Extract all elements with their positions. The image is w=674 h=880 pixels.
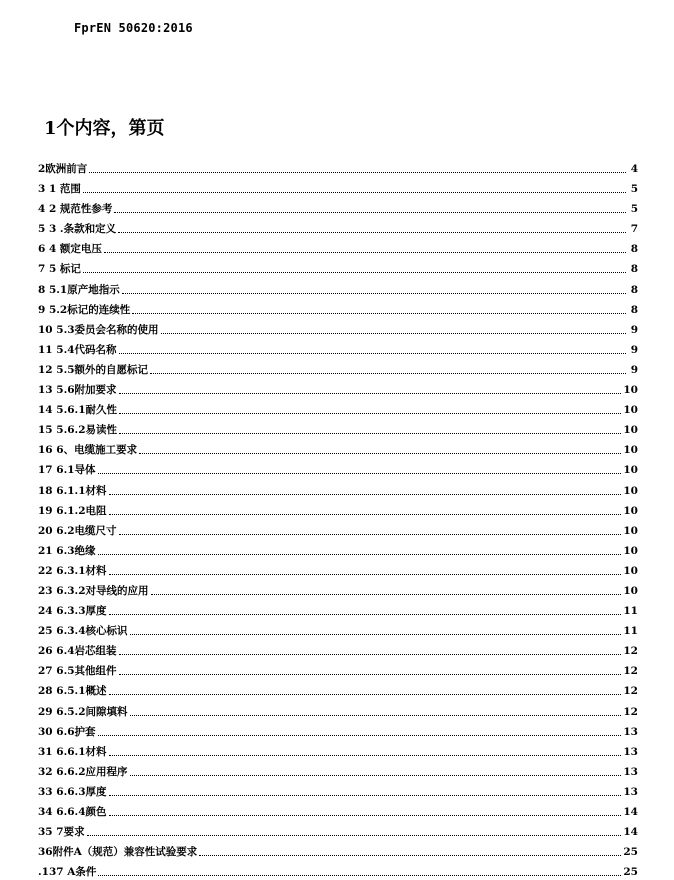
toc-dot-leader — [119, 353, 626, 354]
toc-entry[interactable] — [38, 840, 638, 859]
toc-entry[interactable] — [38, 418, 638, 437]
toc-dot-leader — [109, 574, 622, 575]
toc-entry-label: 36附件A（规范）兼容性试验要求 — [38, 846, 198, 859]
toc-entry[interactable] — [38, 278, 638, 297]
toc-entry-label: 33 6.6.3厚度 — [38, 785, 107, 798]
toc-entry[interactable] — [38, 479, 638, 498]
toc-entry[interactable] — [38, 720, 638, 739]
toc-entry-page-number: 14 — [623, 806, 638, 818]
toc-entry-page-number: 9 — [630, 343, 638, 356]
toc-entry-label: 29 6.5.2间隙填料 — [38, 705, 128, 718]
toc-entry-page-number: 7 — [630, 223, 638, 236]
toc-entry-page-number: 10 — [623, 424, 638, 437]
toc-entry[interactable] — [38, 458, 638, 477]
toc-dot-leader — [161, 333, 626, 334]
toc-entry-label: 15 5.6.2易读性 — [38, 424, 117, 437]
toc-entry-page-number: 5 — [630, 183, 638, 196]
toc-entry-page-number: 8 — [630, 243, 638, 256]
toc-entry-label: 21 6.3绝缘 — [38, 544, 96, 557]
toc-entry-label: 30 6.6护套 — [38, 725, 96, 738]
toc-dot-leader — [119, 393, 622, 394]
toc-entry-page-number: 8 — [630, 263, 638, 276]
toc-entry-label: 31 6.6.1材料 — [38, 745, 107, 758]
toc-entry[interactable] — [38, 800, 638, 819]
toc-entry-page-number: 5 — [630, 203, 638, 216]
toc-entry[interactable] — [38, 579, 638, 598]
toc-entry-page-number: 8 — [630, 283, 638, 296]
toc-entry[interactable] — [38, 619, 638, 638]
toc-title: 1个内容，第页 — [44, 118, 165, 139]
toc-entry-page-number: 10 — [623, 544, 638, 557]
toc-dot-leader — [98, 875, 621, 876]
toc-entry-page-number: 10 — [623, 464, 638, 477]
toc-dot-leader — [109, 815, 622, 816]
toc-entry-label: 10 5.3委员会名称的使用 — [38, 323, 159, 336]
toc-entry[interactable] — [38, 499, 638, 518]
toc-dot-leader — [130, 715, 622, 716]
toc-dot-leader — [139, 453, 621, 454]
toc-dot-leader — [98, 554, 622, 555]
toc-dot-leader — [109, 795, 622, 796]
toc-entry-label: 35 7要求 — [38, 826, 85, 839]
toc-entry-label: 32 6.6.2应用程序 — [38, 765, 128, 778]
toc-entry-label: 7 5 标记 — [38, 263, 81, 276]
toc-entry[interactable] — [38, 378, 638, 397]
document-id-header: FprEN 50620:2016 — [74, 21, 193, 35]
toc-entry-page-number: 8 — [630, 303, 638, 316]
toc-dot-leader — [109, 614, 622, 615]
toc-dot-leader — [119, 413, 621, 414]
toc-entry-label: 24 6.3.3厚度 — [38, 605, 107, 618]
toc-list — [38, 157, 638, 880]
toc-dot-leader — [109, 494, 622, 495]
toc-entry[interactable] — [38, 599, 638, 618]
toc-entry-label: .137 A条件 — [38, 866, 97, 879]
toc-entry-label: 23 6.3.2对导线的应用 — [38, 584, 149, 597]
toc-entry-page-number: 14 — [623, 826, 638, 839]
toc-dot-leader — [98, 473, 622, 474]
toc-entry-label: 28 6.5.1概述 — [38, 685, 107, 698]
toc-dot-leader — [109, 514, 622, 515]
toc-entry[interactable] — [38, 639, 638, 658]
toc-dot-leader — [109, 755, 622, 756]
toc-dot-leader — [109, 694, 622, 695]
toc-entry-page-number: 4 — [630, 163, 638, 175]
toc-entry[interactable] — [38, 237, 638, 256]
toc-entry[interactable] — [38, 659, 638, 678]
toc-entry-label: 5 3 .条款和定义 — [38, 223, 117, 236]
toc-entry-label: 34 6.6.4颜色 — [38, 806, 107, 818]
toc-entry-label: 2欧洲前言 — [38, 163, 88, 175]
toc-entry[interactable] — [38, 780, 638, 799]
toc-entry[interactable] — [38, 860, 638, 879]
toc-entry[interactable] — [38, 438, 638, 457]
toc-entry-label: 17 6.1导体 — [38, 464, 96, 477]
toc-dot-leader — [89, 172, 626, 173]
toc-dot-leader — [130, 634, 622, 635]
toc-entry-page-number: 12 — [623, 665, 638, 678]
toc-entry-label: 25 6.3.4核心标识 — [38, 625, 128, 638]
toc-dot-leader — [151, 594, 622, 595]
toc-entry[interactable] — [38, 679, 638, 698]
toc-entry-label: 12 5.5额外的自愿标记 — [38, 363, 149, 376]
toc-entry[interactable] — [38, 358, 638, 377]
toc-entry-page-number: 13 — [623, 785, 638, 798]
toc-entry-label: 22 6.3.1材料 — [38, 564, 107, 577]
toc-dot-leader — [119, 654, 622, 655]
toc-entry-page-number: 10 — [623, 524, 638, 537]
toc-entry-label: 26 6.4岩芯组装 — [38, 645, 117, 658]
toc-entry-page-number: 10 — [623, 584, 638, 597]
toc-entry[interactable] — [38, 257, 638, 276]
toc-dot-leader — [114, 212, 626, 213]
toc-entry-label: 3 1 范围 — [38, 183, 81, 196]
toc-entry-page-number: 12 — [623, 685, 638, 698]
toc-entry[interactable] — [38, 398, 638, 417]
toc-entry[interactable] — [38, 197, 638, 216]
toc-entry-page-number: 10 — [623, 444, 638, 457]
toc-entry[interactable] — [38, 820, 638, 839]
toc-entry[interactable] — [38, 177, 638, 196]
toc-dot-leader — [83, 272, 626, 273]
toc-dot-leader — [119, 433, 621, 434]
toc-entry-page-number: 13 — [623, 725, 638, 738]
toc-entry-page-number: 10 — [623, 564, 638, 577]
toc-entry-page-number: 10 — [623, 504, 638, 517]
toc-entry-label: 11 5.4代码名称 — [38, 343, 117, 356]
toc-entry-label: 13 5.6附加要求 — [38, 384, 117, 397]
toc-dot-leader — [122, 293, 626, 294]
toc-entry[interactable] — [38, 157, 638, 176]
toc-entry[interactable] — [38, 559, 638, 578]
toc-dot-leader — [119, 674, 622, 675]
toc-dot-leader — [98, 735, 622, 736]
toc-entry[interactable] — [38, 217, 638, 236]
toc-dot-leader — [132, 313, 626, 314]
toc-entry[interactable] — [38, 700, 638, 719]
toc-entry-page-number: 13 — [623, 745, 638, 758]
toc-dot-leader — [118, 232, 626, 233]
toc-entry[interactable] — [38, 760, 638, 779]
toc-entry-page-number: 10 — [623, 384, 638, 397]
toc-entry[interactable] — [38, 338, 638, 357]
toc-dot-leader — [150, 373, 626, 374]
toc-entry-label: 4 2 规范性参考 — [38, 203, 113, 216]
toc-dot-leader — [87, 835, 622, 836]
toc-entry-page-number: 9 — [630, 323, 638, 336]
toc-entry-label: 18 6.1.1材料 — [38, 484, 107, 497]
toc-entry-label: 20 6.2电缆尺寸 — [38, 524, 117, 537]
toc-entry-page-number: 25 — [623, 866, 638, 879]
toc-dot-leader — [130, 775, 622, 776]
toc-entry[interactable] — [38, 318, 638, 337]
toc-entry-label: 6 4 额定电压 — [38, 243, 102, 256]
toc-entry[interactable] — [38, 539, 638, 558]
toc-dot-leader — [119, 534, 622, 535]
toc-entry-page-number: 12 — [623, 705, 638, 718]
toc-dot-leader — [199, 855, 621, 856]
toc-entry[interactable] — [38, 740, 638, 759]
toc-entry-page-number: 10 — [623, 404, 638, 417]
toc-entry[interactable] — [38, 298, 638, 317]
toc-entry-label: 14 5.6.1耐久性 — [38, 404, 117, 417]
toc-entry-page-number: 11 — [623, 605, 638, 618]
toc-entry-page-number: 10 — [623, 484, 638, 497]
toc-entry-page-number: 25 — [623, 846, 638, 859]
toc-entry-page-number: 9 — [630, 363, 638, 376]
toc-dot-leader — [83, 192, 626, 193]
toc-entry[interactable] — [38, 519, 638, 538]
toc-entry-label: 27 6.5其他组件 — [38, 665, 117, 678]
toc-entry-page-number: 12 — [623, 645, 638, 658]
toc-entry-label: 9 5.2标记的连续性 — [38, 303, 131, 316]
toc-entry-label: 19 6.1.2电阻 — [38, 504, 107, 517]
toc-entry-label: 8 5.1原产地指示 — [38, 283, 120, 296]
toc-entry-page-number: 11 — [623, 625, 638, 638]
toc-entry-label: 16 6、电缆施工要求 — [38, 444, 138, 457]
toc-dot-leader — [104, 252, 626, 253]
toc-entry-page-number: 13 — [623, 765, 638, 778]
